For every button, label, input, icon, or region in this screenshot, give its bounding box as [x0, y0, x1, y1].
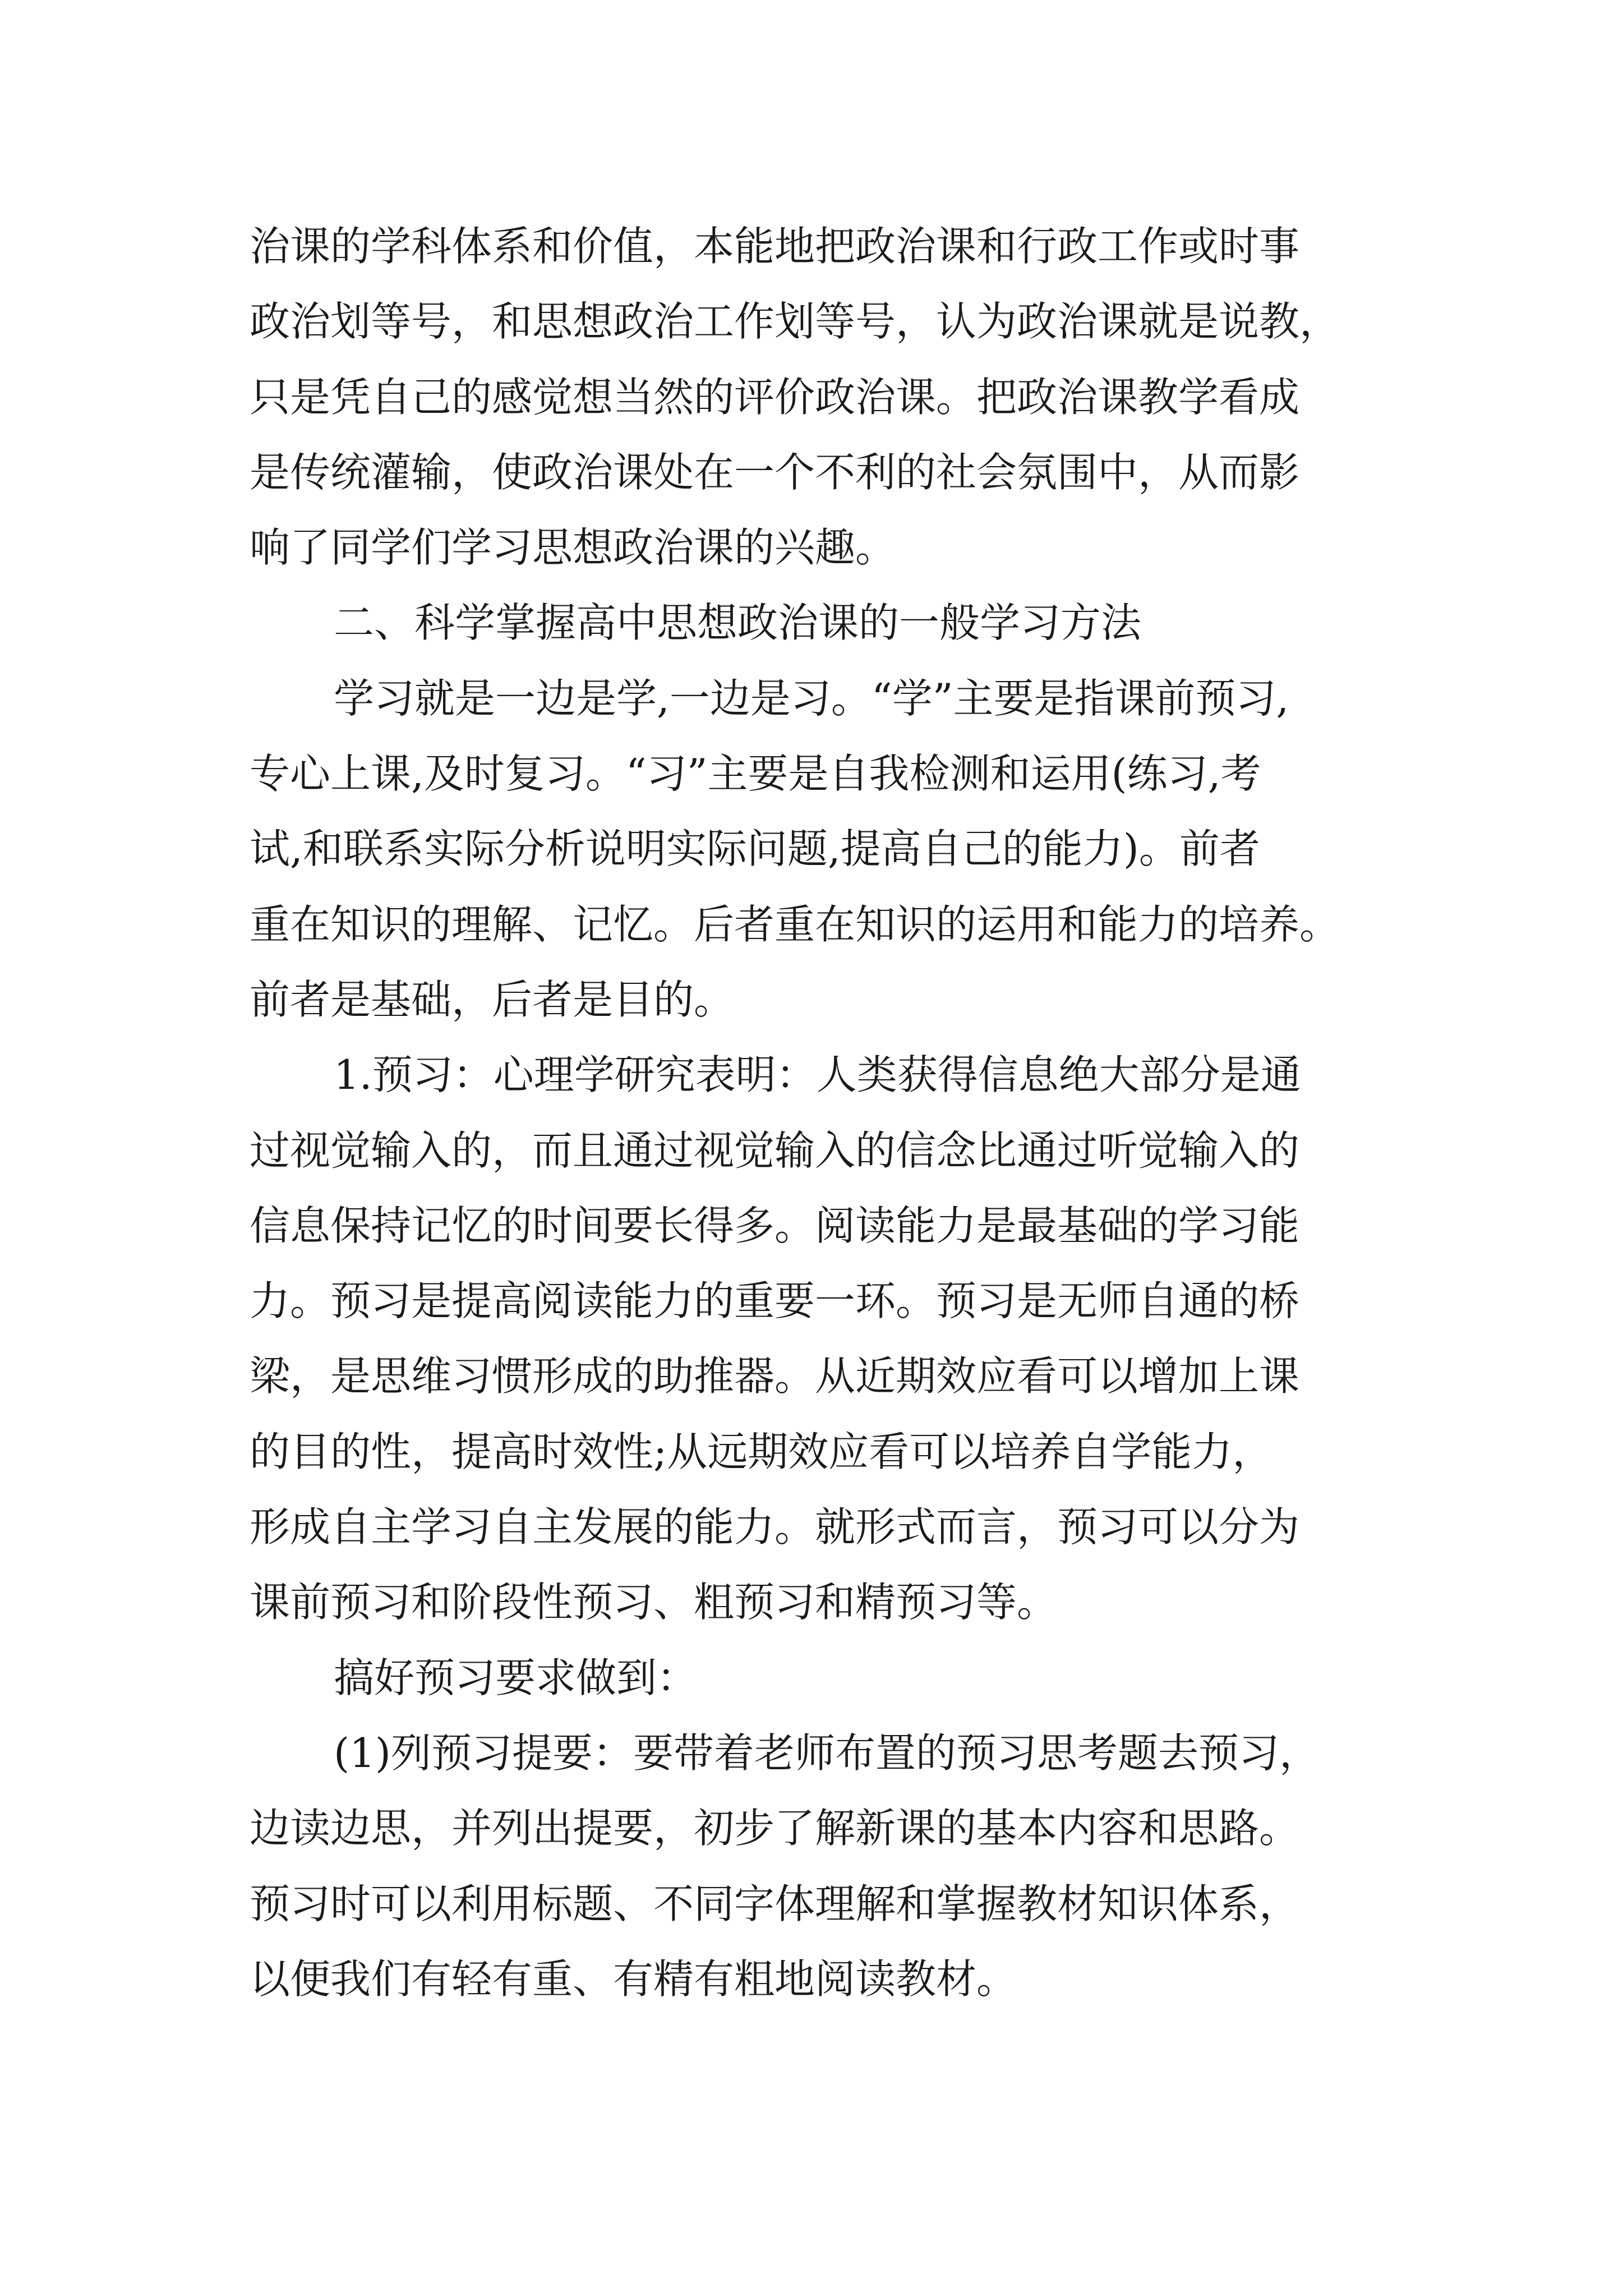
text-line: 过视觉输入的，而且通过视觉输入的信念比通过听觉输入的 [250, 1126, 1300, 1174]
document-body [250, 209, 1382, 2017]
text-line: 重在知识的理解、记忆。后者重在知识的运用和能力的培养。 [250, 900, 1340, 948]
text-line: 1.预习：心理学研究表明：人类获得信息绝大部分是通 [334, 1051, 1301, 1099]
text-line: 信息保持记忆的时间要长得多。阅读能力是最基础的学习能 [250, 1202, 1300, 1249]
text-line: 以便我们有轻有重、有精有粗地阅读教材。 [250, 1955, 1017, 2003]
text-line: 试,和联系实际分析说明实际问题,提高自己的能力)。前者 [250, 825, 1260, 873]
text-line: 课前预习和阶段性预习、粗预习和精预习等。 [250, 1579, 1058, 1626]
text-line: 预习时可以利用标题、不同字体理解和掌握教材知识体系， [250, 1880, 1300, 1927]
text-line: 响了同学们学习思想政治课的兴趣。 [250, 524, 896, 572]
text-line: 是传统灌输，使政治课处在一个不利的社会氛围中，从而影 [250, 448, 1300, 496]
text-line: 政治划等号，和思想政治工作划等号，认为政治课就是说教， [250, 298, 1340, 346]
text-line: 力。预习是提高阅读能力的重要一环。预习是无师自通的桥 [250, 1277, 1300, 1325]
text-line: 只是凭自己的感觉想当然的评价政治课。把政治课教学看成 [250, 373, 1300, 421]
text-line: 的目的性，提高时效性;从远期效应看可以培养自学能力， [250, 1428, 1273, 1475]
text-line: 学习就是一边是学,一边是习。“学”主要是指课前预习, [334, 674, 1289, 722]
text-line: (1)列预习提要：要带着老师布置的预习思考题去预习， [334, 1729, 1320, 1777]
section-heading: 二、科学掌握高中思想政治课的一般学习方法 [334, 599, 1142, 647]
text-line: 专心上课,及时复习。“习”主要是自我检测和运用(练习,考 [250, 750, 1261, 798]
text-line: 前者是基础，后者是目的。 [250, 976, 735, 1023]
text-line: 搞好预习要求做到： [334, 1654, 698, 1701]
text-line: 梁，是思维习惯形成的助推器。从近期效应看可以增加上课 [250, 1352, 1300, 1400]
text-line: 边读边思，并列出提要，初步了解新课的基本内容和思路。 [250, 1805, 1300, 1852]
text-line: 治课的学科体系和价值，本能地把政治课和行政工作或时事 [250, 223, 1300, 270]
text-line: 形成自主学习自主发展的能力。就形式而言，预习可以分为 [250, 1503, 1300, 1551]
